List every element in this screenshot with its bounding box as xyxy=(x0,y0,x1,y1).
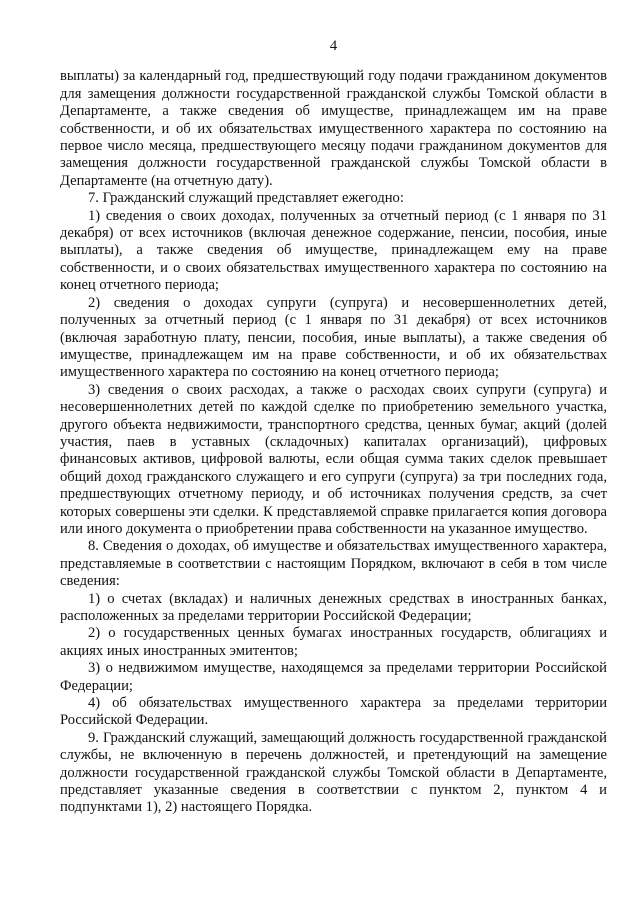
paragraph-8-item-4: 4) об обязательствах имущественного характера за пределами территории Российской Федерации. xyxy=(60,695,607,729)
paragraph-8-item-1: 1) о счетах (вкладах) и наличных денежных средствах в иностранных банках, расположенных за пределами территории Российской Федерации; xyxy=(60,590,607,624)
page-number: 4 xyxy=(329,38,338,54)
paragraph-7-item-3: 3) сведения о своих расходах, а также о расходах своих супруги (супруга) и несовершеннолетних детей по каждой сделке по приобретению земельного участка, другого объекта недвижимости, транспортного средства, ценных бумаг, акций (долей участия, паев в уставных (складочных) капиталах организаций), цифровых финансовых активов, цифровой валюты, если общая сумма таких сделок превышает общий доход гражданского служащего и его супруги (супруга) за три последних года, предшествующих отчетному периоду, и об источниках получения средств, за счет которых совершены эти сделки. К представляемой справке прилагается копия договора или иного документа о приобретении права собственности на указанное имущество. xyxy=(60,381,607,537)
paragraph-8-item-2: 2) о государственных ценных бумагах иностранных государств, облигациях и акциях иных иностранных эмитентов; xyxy=(60,625,607,659)
paragraph-7-item-2: 2) сведения о доходах супруги (супруга) и несовершеннолетних детей, полученных за отчетный период (с 1 января по 31 декабря) от всех источников (включая заработную плату, пенсии, пособия, иные выплаты), а также сведения об имуществе, принадлежащем им на праве собственности, и об их обязательствах имущественного характера по состоянию на конец отчетного периода; xyxy=(60,294,607,381)
paragraph-9: 9. Гражданский служащий, замещающий должность государственной гражданской службы, не включенную в перечень должностей, и претендующий на замещение должности государственной гражданской службы Томской области в Департаменте, представляет указанные сведения в соответствии с пунктом 2, пунктом 4 и подпунктами 1), 2) настоящего Порядка. xyxy=(60,729,607,816)
paragraph-7-item-1: 1) сведения о своих доходах, полученных за отчетный период (с 1 января по 31 декабря) от всех источников (включая денежное содержание, пенсии, пособия, иные выплаты), а также сведения об имуществе, принадлежащем ему на праве собственности, и о своих обязательствах имущественного характера по состоянию на конец отчетного периода; xyxy=(60,207,607,294)
paragraph-8-item-3: 3) о недвижимом имуществе, находящемся за пределами территории Российской Федерации; xyxy=(60,660,607,694)
paragraph-continued: выплаты) за календарный год, предшествующий году подачи гражданином документов для замещения должности государственной гражданской службы Томской области в Департаменте, а также сведения об имуществе, принадлежащем им на праве собственности, и об их обязательствах имущественного характера по состоянию на первое число месяца, предшествующего месяцу подачи гражданином документов для замещения должности государственной гражданской службы Томской области в Департаменте (на отчетную дату). xyxy=(60,68,607,189)
paragraph-7-intro: 7. Гражданский служащий представляет ежегодно: xyxy=(88,190,404,207)
paragraph-8-intro: 8. Сведения о доходах, об имуществе и обязательствах имущественного характера, представляемые в соответствии с настоящим Порядком, включают в себя в том числе сведения: xyxy=(60,538,607,590)
